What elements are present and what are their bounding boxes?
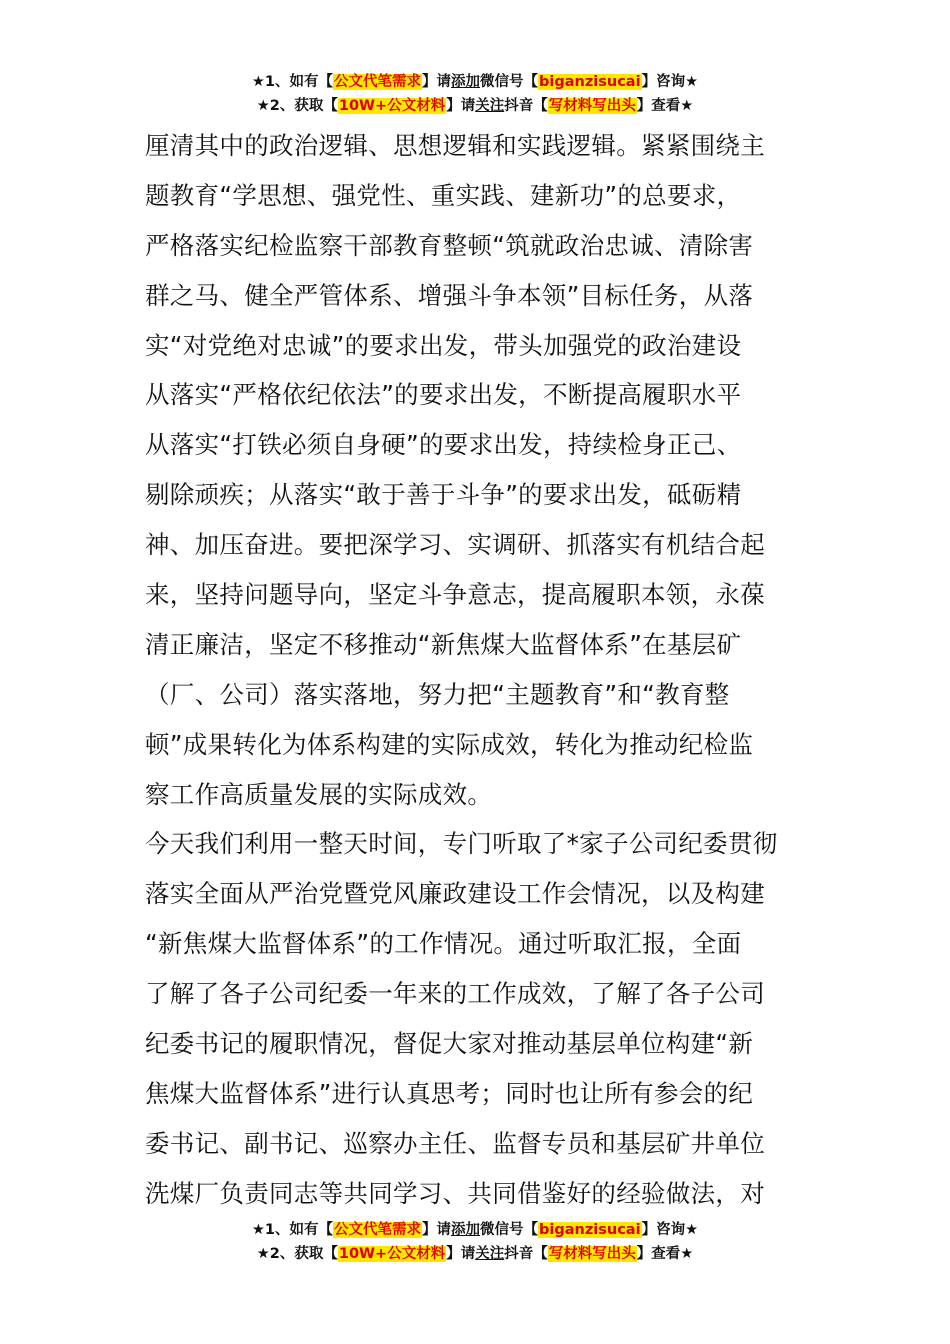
text-line: （厂、公司）落实落地，努力把“主题教育”和“教育整 (145, 679, 730, 709)
promo-line-1: ★1、如有【公文代笔需求】请添加微信号【biganzisucai】咨询★ (251, 1222, 699, 1238)
highlight-service: 公文代笔需求 (334, 74, 422, 90)
highlight-materials: 10W+公文材料 (338, 98, 446, 114)
text-line: 洗煤厂负责同志等共同学习、共同借鉴好的经验做法，对 (145, 1178, 765, 1208)
text-line: 来，坚持问题导向，坚定斗争意志，提高履职本领，永葆 (145, 580, 765, 610)
highlight-douyin-account: 写材料写出头 (548, 1246, 636, 1262)
text-line: 焦煤大监督体系”进行认真思考；同时也让所有参会的纪 (145, 1078, 754, 1108)
text-line: 神、加压奋进。要把深学习、实调研、抓落实有机结合起 (145, 530, 765, 560)
text-line: 了解了各子公司纪委一年来的工作成效，了解了各子公司 (145, 979, 765, 1009)
footer-promo-banner (0, 1218, 950, 1266)
text-line: 落实全面从严治党暨党风廉政建设工作会情况，以及构建 (145, 879, 765, 909)
text-line: 从落实“严格依纪依法”的要求出发，不断提高履职水平 (145, 380, 742, 410)
highlight-materials: 10W+公文材料 (338, 1246, 446, 1262)
text-line: 察工作高质量发展的实际成效。 (145, 779, 493, 809)
text-line: 顿”成果转化为体系构建的实际成效，转化为推动纪检监 (145, 729, 754, 759)
text-line: 委书记、副书记、巡察办主任、监督专员和基层矿井单位 (145, 1128, 765, 1158)
promo-line-2: ★2、获取【10W+公文材料】请关注抖音【写材料写出头】查看★ (256, 98, 694, 114)
document-body (145, 121, 810, 1219)
text-line: 群之马、健全严管体系、增强斗争本领”目标任务，从落 (145, 280, 754, 310)
text-line: 厘清其中的政治逻辑、思想逻辑和实践逻辑。紧紧围绕主 (145, 131, 765, 160)
text-line: 实“对党绝对忠诚”的要求出发，带头加强党的政治建设 (145, 330, 742, 360)
highlight-wechat-id: biganzisucai (539, 74, 641, 90)
text-line: 题教育“学思想、强党性、重实践、建新功”的总要求， (145, 180, 742, 210)
text-line: “新焦煤大监督体系”的工作情况。通过听取汇报，全面 (145, 929, 742, 959)
text-line: 今天我们利用一整天时间，专门听取了*家子公司纪委贯彻 (145, 829, 778, 859)
text-line: 纪委书记的履职情况，督促大家对推动基层单位构建“新 (145, 1029, 754, 1059)
highlight-douyin-account: 写材料写出头 (548, 98, 636, 114)
header-promo-banner (0, 70, 950, 118)
highlight-service: 公文代笔需求 (334, 1222, 422, 1238)
text-line: 剔除顽疾；从落实“敢于善于斗争”的要求出发，砥砺精 (145, 480, 742, 510)
text-line: 从落实“打铁必须自身硬”的要求出发，持续检身正己、 (145, 430, 742, 460)
text-line: 严格落实纪检监察干部教育整顿“筑就政治忠诚、清除害 (145, 230, 754, 260)
promo-line-2: ★2、获取【10W+公文材料】请关注抖音【写材料写出头】查看★ (256, 1246, 694, 1262)
text-line: 清正廉洁，坚定不移推动“新焦煤大监督体系”在基层矿 (145, 629, 742, 659)
highlight-wechat-id: biganzisucai (539, 1222, 641, 1238)
promo-line-1: ★1、如有【公文代笔需求】请添加微信号【biganzisucai】咨询★ (251, 74, 699, 90)
